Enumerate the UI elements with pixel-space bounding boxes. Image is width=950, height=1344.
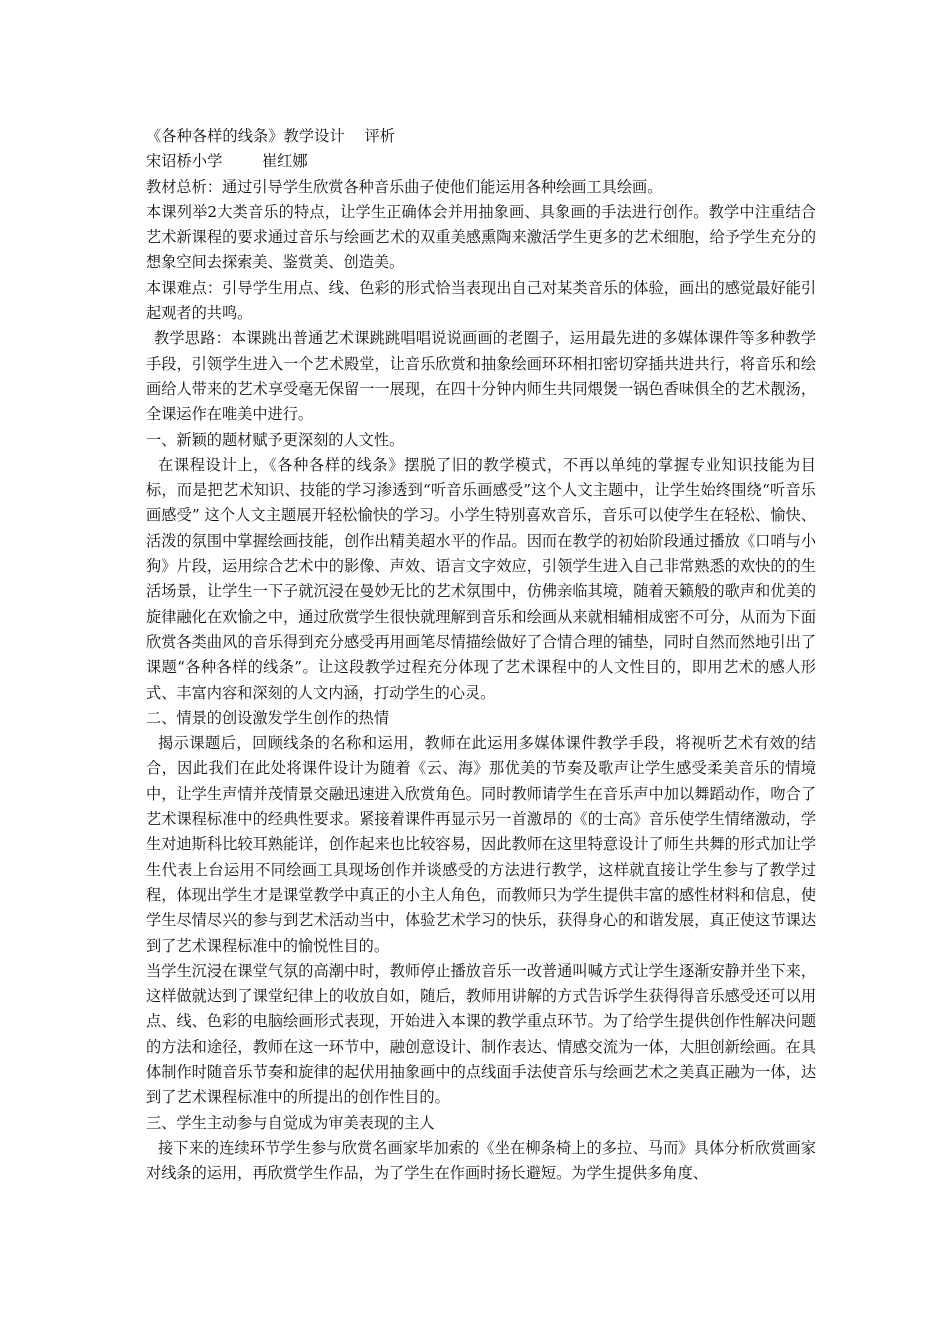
section-heading-2: 二、情景的创设激发学生创作的热情: [146, 708, 389, 727]
document-page: [146, 124, 816, 1186]
author-line: 宋诏桥小学 崔红娜: [146, 152, 308, 171]
paragraph-difficulty: 本课难点：引导学生用点、线、色彩的形式恰当表现出自己对某类音乐的体验，画出的感觉最好能引起观者的共鸣。: [146, 278, 816, 323]
document-title: 《各种各样的线条》教学设计 评析: [146, 127, 396, 145]
paragraph-teaching-approach: 教学思路：本课跳出普通艺术课跳跳唱唱说说画画的老圈子，运用最先进的多媒体课件等多种教学手段，引领学生进入一个艺术殿堂，让音乐欣赏和抽象绘画环环相扣密切穿插共进共行，将音乐和绘画给人带来的艺术享受毫无保留一一展现，在四十分钟内师生共同煨煲一锅色香味俱全的艺术靓汤，全课运作在唯美中进行。: [146, 329, 816, 424]
section-heading-1: 一、新颖的题材赋予更深刻的人文性。: [146, 430, 405, 449]
paragraph-material-summary: 教材总析：通过引导学生欣赏各种音乐曲子使他们能运用各种绘画工具绘画。: [146, 177, 663, 196]
paragraph-section-1: 在课程设计上，《各种各样的线条》摆脱了旧的教学模式，不再以单纯的掌握专业知识技能为目标，而是把艺术知识、技能的学习渗透到“听音乐画感受”这个人文主题中，让学生始终围绕“听音乐画感受” 这个人文主题展开轻松愉快的学习。小学生特别喜欢音乐，音乐可以使学生在轻松、愉快、活泼的氛围中掌握绘画技能，创作出精美超水平的作品。因而在教学的初始阶段通过播放《口哨与小狗》片段，运用综合艺术中的影像、声效、语言文字效应，引领学生进入自己非常熟悉的欢快的的生活场景，让学生一下子就沉浸在曼妙无比的艺术氛围中，仿佛亲临其境，随着天籁般的歌声和优美的旋律融化在欢愉之中，通过欣赏学生很快就理解到音乐和绘画从来就相辅相成密不可分，从而为下面欣赏各类曲风的音乐得到充分感受再用画笔尽情描绘做好了合情合理的铺垫，同时自然而然地引出了课题“各种各样的线条”。让这段教学过程充分体现了艺术课程中的人文性目的，即用艺术的感人形式、丰富内容和深刻的人文内涵，打动学生的心灵。: [146, 455, 816, 702]
paragraph-section-2b: 当学生沉浸在课堂气氛的高潮中时，教师停止播放音乐一改普通叫喊方式让学生逐渐安静并坐下来，这样做就达到了课堂纪律上的收放自如，随后，教师用讲解的方式告诉学生获得得音乐感受还可以用点、线、色彩的电脑绘画形式表现，开始进入本课的教学重点环节。为了给学生提供创作性解决问题的方法和途径，教师在这一环节中，融创意设计、制作表达、情感交流为一体，大胆创新绘画。在具体制作时随音乐节奏和旋律的起伏用抽象画中的点线面手法使音乐与绘画艺术之美真正融为一体，达到了艺术课程标准中的所提出的创作性目的。: [146, 961, 816, 1107]
paragraph-section-2a: 揭示课题后，回顾线条的名称和运用，教师在此运用多媒体课件教学手段，将视听艺术有效的结合，因此我们在此处将课件设计为随着《云、海》那优美的节奏及歌声让学生感受柔美音乐的情境中，让学生声情并茂情景交融迅速进入欣赏角色。同时教师请学生在音乐声中加以舞蹈动作，吻合了艺术课程标准中的经典性要求。紧接着课件再显示另一首激昂的《的士高》音乐使学生情绪激动，学生对迪斯科比较耳熟能详，创作起来也比较容易，因此教师在这里特意设计了师生共舞的形式加让学生代表上台运用不同绘画工具现场创作并谈感受的方法进行教学，这样就直接让学生参与了教学过程，体现出学生才是课堂教学中真正的小主人角色，而教师只为学生提供丰富的感性材料和信息，使学生尽情尽兴的参与到艺术活动当中，体验艺术学习的快乐，获得身心的和谐发展，真正使这节课达到了艺术课程标准中的愉悦性目的。: [146, 734, 816, 955]
paragraph-course-features: 本课列举2大类音乐的特点，让学生正确体会并用抽象画、具象画的手法进行创作。教学中注重结合艺术新课程的要求通过音乐与绘画艺术的双重美感熏陶来激活学生更多的艺术细胞，给予学生充分的想象空间去探索美、鉴赏美、创造美。: [146, 202, 816, 272]
section-heading-3: 三、学生主动参与自觉成为审美表现的主人: [146, 1113, 435, 1132]
paragraph-section-3: 接下来的连续环节学生参与欣赏名画家毕加索的《坐在柳条椅上的多拉、马而》具体分析欣赏画家对线条的运用，再欣赏学生作品，为了学生在作画时扬长避短。为学生提供多角度、: [146, 1138, 816, 1183]
